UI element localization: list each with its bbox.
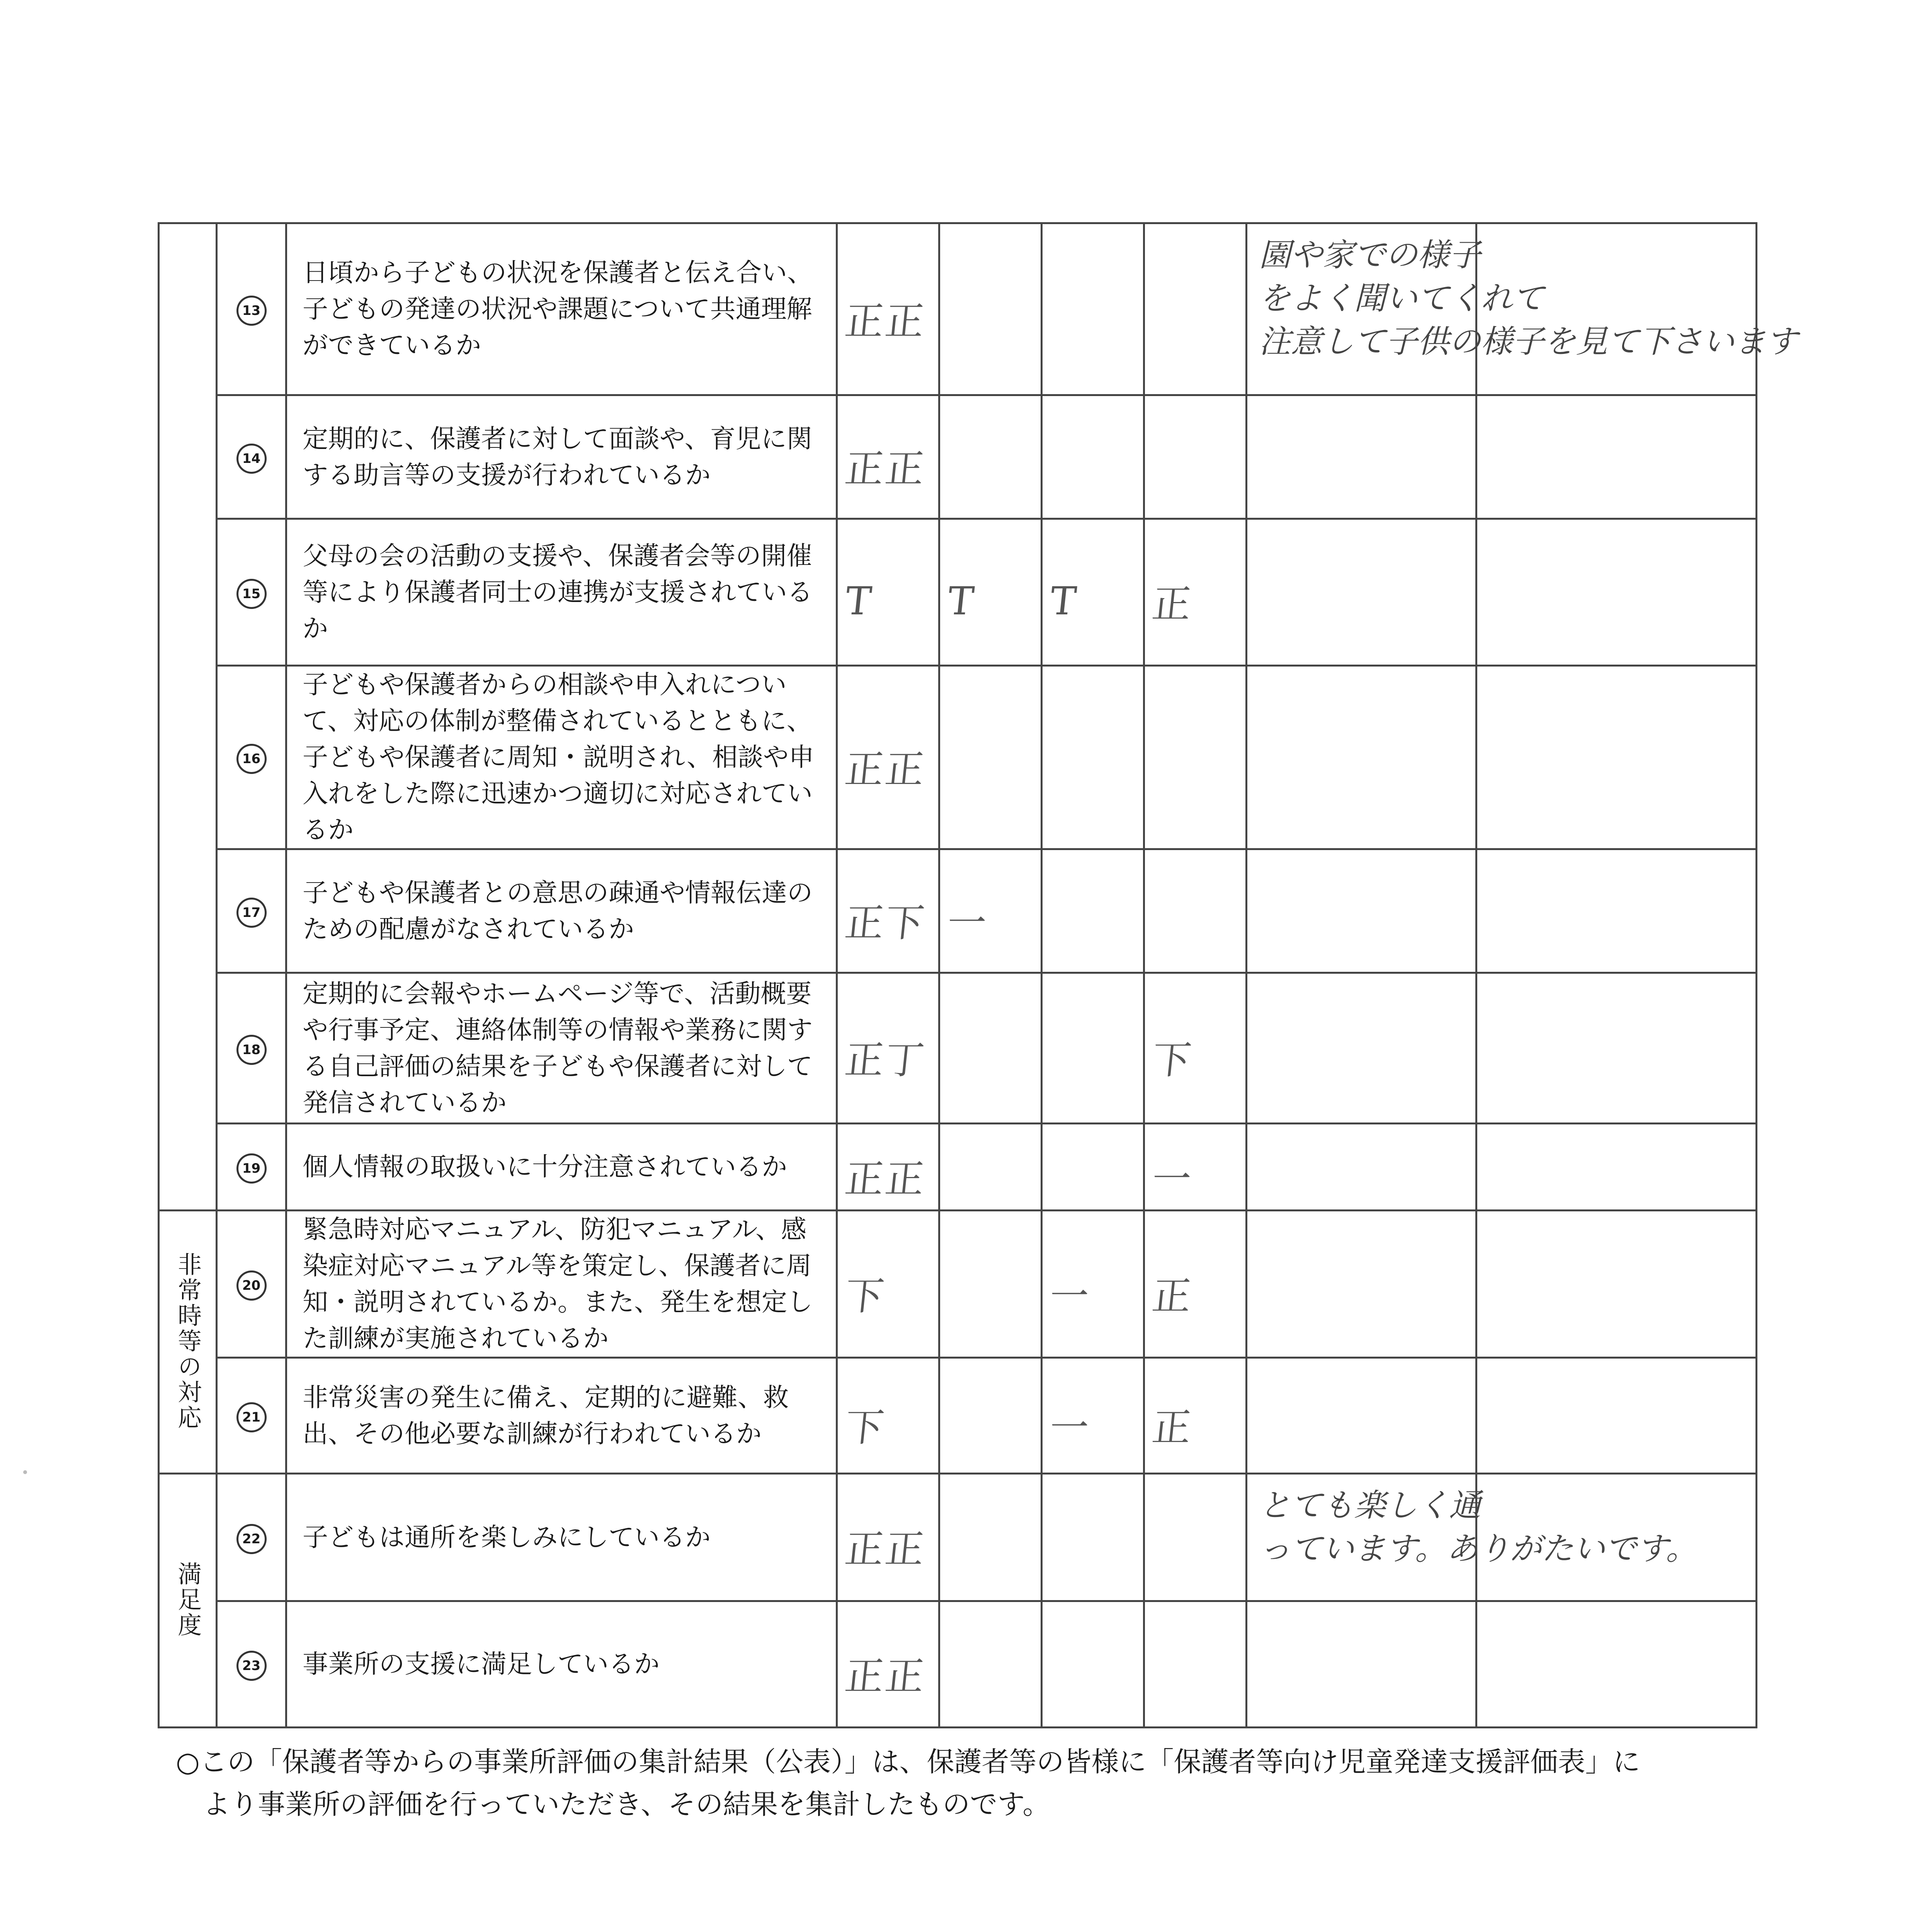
tally-mark: T [843, 578, 875, 624]
item-number: 14 [236, 444, 267, 474]
tally-cell [837, 395, 939, 519]
tally-cell [1042, 1124, 1144, 1211]
footnote [176, 1741, 1760, 1826]
blank-cell [1476, 1358, 1757, 1474]
item-number: 19 [236, 1153, 267, 1184]
comment-cell [1247, 395, 1476, 519]
scan-speck [23, 1470, 27, 1474]
tally-mark: 正正 [842, 446, 928, 492]
item-number: 13 [236, 296, 267, 326]
table-row [159, 849, 1757, 973]
question-text: 個人情報の取扱いに十分注意されているか [286, 1124, 837, 1211]
tally-cell [1042, 666, 1144, 849]
tally-cell [837, 666, 939, 849]
tally-mark: T [945, 578, 978, 624]
category-cell-support [159, 223, 217, 1211]
item-number-cell [217, 1358, 286, 1474]
tally-cell [1042, 1601, 1144, 1728]
evaluation-table-sheet [158, 222, 1798, 1699]
question-text: 日頃から子どもの状況を保護者と伝え合い、子どもの発達の状況や課題について共通理解ができているか [286, 223, 837, 395]
tally-mark: 正下 [842, 900, 928, 946]
comment-cell [1247, 1211, 1476, 1358]
comment-cell [1247, 849, 1476, 973]
tally-cell [1042, 395, 1144, 519]
blank-cell [1476, 1211, 1757, 1358]
blank-cell [1476, 973, 1757, 1124]
tally-cell [1144, 223, 1247, 395]
question-text: 子どもや保護者からの相談や申入れについて、対応の体制が整備されているとともに、子どもや保護者に周知・説明され、相談や申入れをした際に迅速かつ適切に対応されているか [286, 666, 837, 849]
tally-mark: T [1048, 578, 1080, 624]
tally-cell [939, 1474, 1042, 1601]
tally-mark: 正 [1150, 1405, 1195, 1450]
tally-cell [1144, 1211, 1247, 1358]
tally-mark: 一 [1047, 1405, 1093, 1450]
tally-mark: 一 [1150, 1156, 1195, 1202]
question-text: 緊急時対応マニュアル、防犯マニュアル、感染症対応マニュアル等を策定し、保護者に周知・説明されているか。また、発生を想定した訓練が実施されているか [286, 1211, 837, 1358]
tally-mark: 正 [1150, 582, 1195, 627]
blank-cell [1476, 1601, 1757, 1728]
item-number-cell [217, 973, 286, 1124]
tally-cell [939, 223, 1042, 395]
question-text: 定期的に会報やホームページ等で、活動概要や行事予定、連絡体制等の情報や業務に関する自己評価の結果を子どもや保護者に対して発信されているか [286, 973, 837, 1124]
tally-cell [837, 1211, 939, 1358]
item-number-cell [217, 1124, 286, 1211]
tally-cell [1042, 849, 1144, 973]
comment-cell [1247, 666, 1476, 849]
table-row [159, 666, 1757, 849]
tally-cell [1144, 1601, 1247, 1728]
tally-cell [1042, 223, 1144, 395]
tally-mark: 正丁 [842, 1037, 928, 1083]
blank-cell [1476, 666, 1757, 849]
comment-line: 注意して子供の様子を見て下さいます [1259, 323, 1798, 360]
question-text: 非常災害の発生に備え、定期的に避難、救出、その他必要な訓練が行われているか [286, 1358, 837, 1474]
tally-cell [837, 1601, 939, 1728]
tally-cell [1042, 973, 1144, 1124]
blank-cell [1476, 1124, 1757, 1211]
evaluation-table [158, 222, 1798, 1728]
comment-cell [1247, 1358, 1476, 1474]
comment-cell [1247, 519, 1476, 666]
comment-line: っています。ありがたいです。 [1259, 1531, 1698, 1567]
handwritten-comment [1259, 1484, 1698, 1571]
tally-cell [1042, 1474, 1144, 1601]
item-number-cell [217, 1601, 286, 1728]
item-number: 21 [236, 1402, 267, 1432]
item-number: 22 [236, 1524, 267, 1554]
table-row [159, 395, 1757, 519]
comment-cell [1247, 973, 1476, 1124]
item-number-cell [217, 1211, 286, 1358]
comment-cell [1247, 1474, 1698, 1601]
item-number-cell [217, 395, 286, 519]
tally-mark: 下 [1150, 1037, 1195, 1083]
tally-mark: 正正 [842, 747, 928, 792]
table-row [159, 1358, 1757, 1474]
blank-cell [1476, 395, 1757, 519]
tally-mark: 正正 [842, 298, 928, 344]
tally-cell [939, 666, 1042, 849]
category-cell-emergency [159, 1211, 217, 1474]
tally-cell [837, 1358, 939, 1474]
item-number: 17 [236, 898, 267, 928]
footnote-line-2: より事業所の評価を行っていただき、その結果を集計したものです。 [203, 1788, 1050, 1820]
question-text: 定期的に、保護者に対して面談や、育児に関する助言等の支援が行われているか [286, 395, 837, 519]
tally-mark: 正正 [842, 1653, 928, 1699]
tally-cell [1042, 519, 1144, 666]
tally-cell [939, 1358, 1042, 1474]
tally-cell [939, 973, 1042, 1124]
tally-mark: 正正 [842, 1527, 928, 1572]
item-number-cell [217, 223, 286, 395]
tally-cell [1144, 519, 1247, 666]
question-text: 子どもは通所を楽しみにしているか [286, 1474, 837, 1601]
item-number: 20 [236, 1270, 267, 1301]
tally-cell [837, 849, 939, 973]
tally-cell [837, 1474, 939, 1601]
table-row [159, 1211, 1757, 1358]
category-label: 満足度 [173, 1561, 202, 1638]
item-number: 23 [236, 1651, 267, 1681]
item-number-cell [217, 1474, 286, 1601]
tally-mark: 正正 [842, 1156, 928, 1202]
item-number: 18 [236, 1035, 267, 1065]
tally-cell [1144, 1474, 1247, 1601]
tally-cell [1042, 1358, 1144, 1474]
table-row [159, 1601, 1757, 1728]
tally-cell [939, 1601, 1042, 1728]
item-number-cell [217, 519, 286, 666]
table-row [159, 973, 1757, 1124]
tally-cell [1042, 1211, 1144, 1358]
tally-mark: 下 [842, 1405, 888, 1450]
table-row [159, 1124, 1757, 1211]
category-cell-satisfaction [159, 1474, 217, 1728]
tally-cell [837, 223, 939, 395]
tally-cell [1144, 1358, 1247, 1474]
tally-cell [1144, 849, 1247, 973]
tally-cell [939, 1211, 1042, 1358]
question-text: 子どもや保護者との意思の疎通や情報伝達のための配慮がなされているか [286, 849, 837, 973]
category-label: 非常時等の対応 [173, 1252, 202, 1430]
question-text: 事業所の支援に満足しているか [286, 1601, 837, 1728]
tally-cell [1144, 1124, 1247, 1211]
tally-cell [837, 519, 939, 666]
comment-line: とても楽しく通 [1259, 1487, 1481, 1524]
tally-cell [939, 519, 1042, 666]
blank-cell [1476, 519, 1757, 666]
tally-cell [1144, 973, 1247, 1124]
tally-cell [1144, 666, 1247, 849]
tally-mark: 一 [1047, 1273, 1093, 1319]
tally-mark: 正 [1150, 1273, 1195, 1319]
item-number: 16 [236, 744, 267, 774]
item-number-cell [217, 849, 286, 973]
tally-cell [837, 973, 939, 1124]
tally-cell [939, 1124, 1042, 1211]
comment-line: をよく聞いてくれて [1259, 280, 1544, 317]
comment-cell [1247, 1124, 1476, 1211]
blank-cell [1476, 849, 1757, 973]
tally-cell [1144, 395, 1247, 519]
tally-mark: 一 [945, 900, 990, 946]
tally-cell [939, 849, 1042, 973]
item-number-cell [217, 666, 286, 849]
tally-cell [837, 1124, 939, 1211]
item-number: 15 [236, 579, 267, 609]
comment-cell [1247, 1601, 1476, 1728]
footnote-line-1: ○この「保護者等からの事業所評価の集計結果（公表）」は、保護者等の皆様に「保護者等向け児童発達支援評価表」に [176, 1746, 1640, 1778]
tally-cell [939, 395, 1042, 519]
table-row [159, 519, 1757, 666]
comment-cell [1247, 223, 1798, 395]
handwritten-comment [1259, 234, 1798, 364]
comment-line: 園や家での様子 [1259, 237, 1481, 274]
question-text: 父母の会の活動の支援や、保護者会等の開催等により保護者同士の連携が支援されているか [286, 519, 837, 666]
tally-mark: 下 [842, 1273, 888, 1319]
table-row [159, 1474, 1757, 1601]
table-row [159, 223, 1757, 395]
